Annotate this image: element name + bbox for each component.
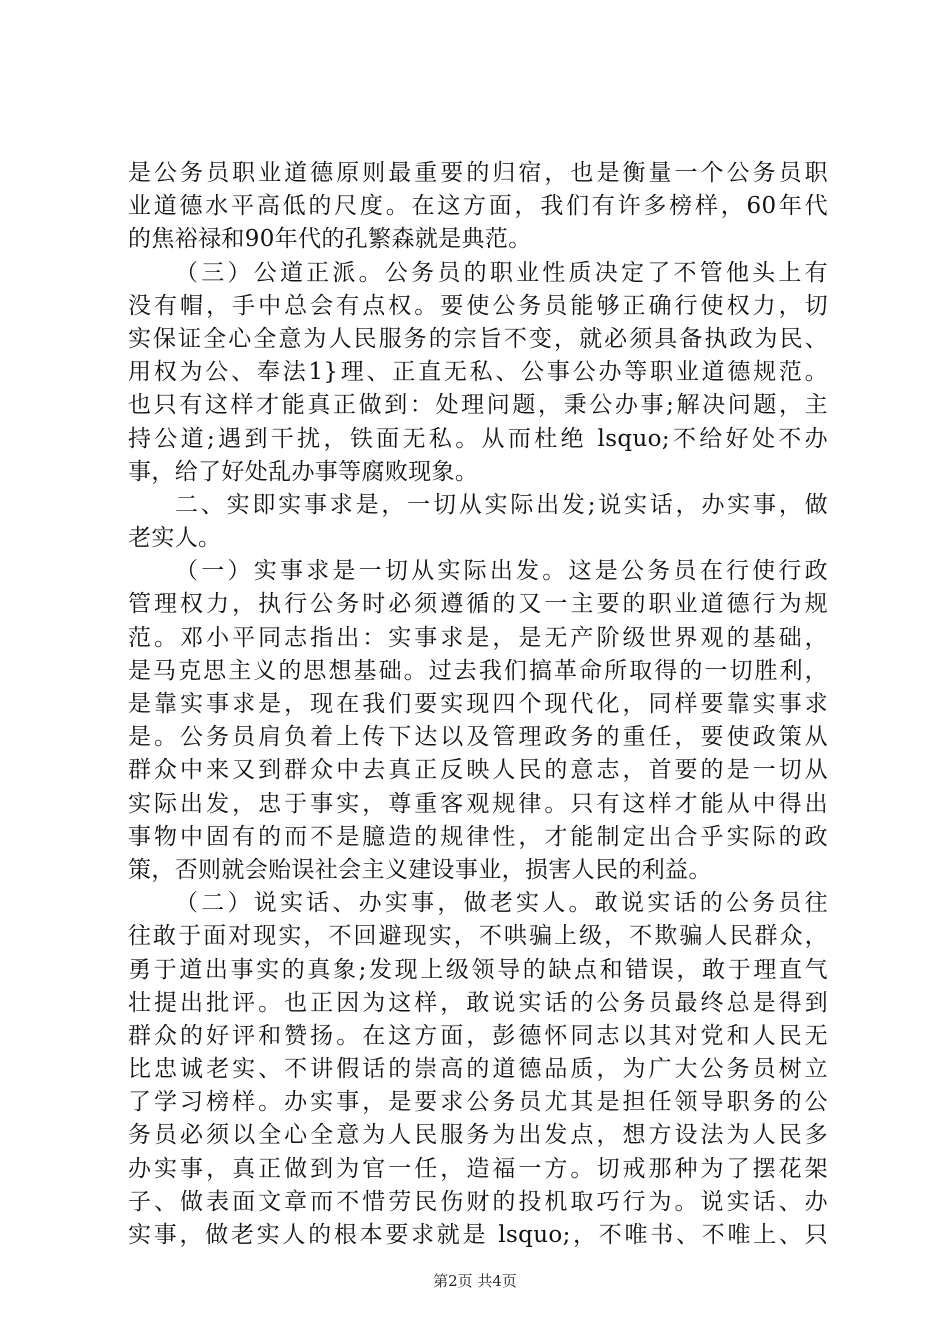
text-line: （一）实事求是一切从实际出发。这是公务员在行使行政	[175, 558, 828, 585]
text-line: 务员必须以全心全意为人民服务为出发点，想方设法为人民多	[128, 1122, 828, 1149]
text-line: 群众的好评和赞扬。在这方面，彭德怀同志以其对党和人民无	[128, 1022, 828, 1049]
text-line: 是。公务员肩负着上传下达以及管理政务的重任，要使政策从	[128, 724, 828, 751]
text-line: 的焦裕禄和90年代的孔繁森就是典范。	[128, 226, 532, 253]
text-line: 比忠诚老实、不讲假话的崇高的道德品质，为广大公务员树立	[128, 1056, 828, 1083]
text-line: 也只有这样才能真正做到：处理问题，秉公办事;解决问题，主	[128, 392, 828, 419]
text-line: 事物中固有的而不是臆造的规律性，才能制定出合乎实际的政	[128, 823, 828, 850]
text-line: 壮提出批评。也正因为这样，敢说实话的公务员最终总是得到	[128, 989, 828, 1016]
text-line: 二、实即实事求是，一切从实际出发;说实话，办实事，做	[175, 491, 828, 518]
text-line: 是马克思主义的思想基础。过去我们搞革命所取得的一切胜利，	[128, 657, 828, 684]
text-line: 是公务员职业道德原则最重要的归宿，也是衡量一个公务员职	[128, 160, 828, 186]
text-line: 管理权力，执行公务时必须遵循的又一主要的职业道德行为规	[128, 591, 828, 618]
text-line: 业道德水平高低的尺度。在这方面，我们有许多榜样，60年代	[128, 193, 828, 220]
text-line: 持公道;遇到干扰，铁面无私。从而杜绝 lsquo;不给好处不办	[128, 425, 828, 452]
text-line: 勇于道出事实的真象;发现上级领导的缺点和错误，敢于理直气	[128, 956, 828, 983]
document-body	[128, 157, 828, 1252]
text-line: （三）公道正派。公务员的职业性质决定了不管他头上有	[175, 259, 828, 286]
text-line: 子、做表面文章而不惜劳民伤财的投机取巧行为。说实话、办	[128, 1188, 828, 1215]
text-line: 群众中来又到群众中去真正反映人民的意志，首要的是一切从	[128, 757, 828, 784]
text-line: 用权为公、奉法1}理、正直无私、公事公办等职业道德规范。	[128, 359, 828, 386]
text-line: 往敢于面对现实，不回避现实，不哄骗上级，不欺骗人民群众，	[128, 923, 828, 950]
text-line: 没有帽，手中总会有点权。要使公务员能够正确行使权力，切	[128, 292, 828, 319]
text-line: 老实人。	[128, 525, 222, 552]
text-line: 实际出发，忠于事实，尊重客观规律。只有这样才能从中得出	[128, 790, 828, 817]
text-line: 实事，做老实人的根本要求就是 lsquo;，不唯书、不唯上、只	[128, 1222, 828, 1248]
text-line: （二）说实话、办实事，做老实人。敢说实话的公务员往	[175, 890, 828, 917]
text-line: 实保证全心全意为人民服务的宗旨不变，就必须具备执政为民、	[128, 325, 828, 352]
text-line: 了学习榜样。办实事，是要求公务员尤其是担任领导职务的公	[128, 1089, 828, 1116]
text-line: 策，否则就会贻误社会主义建设事业，损害人民的利益。	[128, 856, 712, 883]
text-line: 是靠实事求是，现在我们要实现四个现代化，同样要靠实事求	[128, 691, 828, 717]
text-line: 范。邓小平同志指出：实事求是，是无产阶级世界观的基础，	[128, 624, 828, 651]
text-line: 办实事，真正做到为官一任，造福一方。切戒那种为了摆花架	[128, 1155, 828, 1182]
page-number: 第2页 共4页	[433, 1272, 517, 1290]
text-line: 事，给了好处乱办事等腐败现象。	[128, 458, 479, 485]
